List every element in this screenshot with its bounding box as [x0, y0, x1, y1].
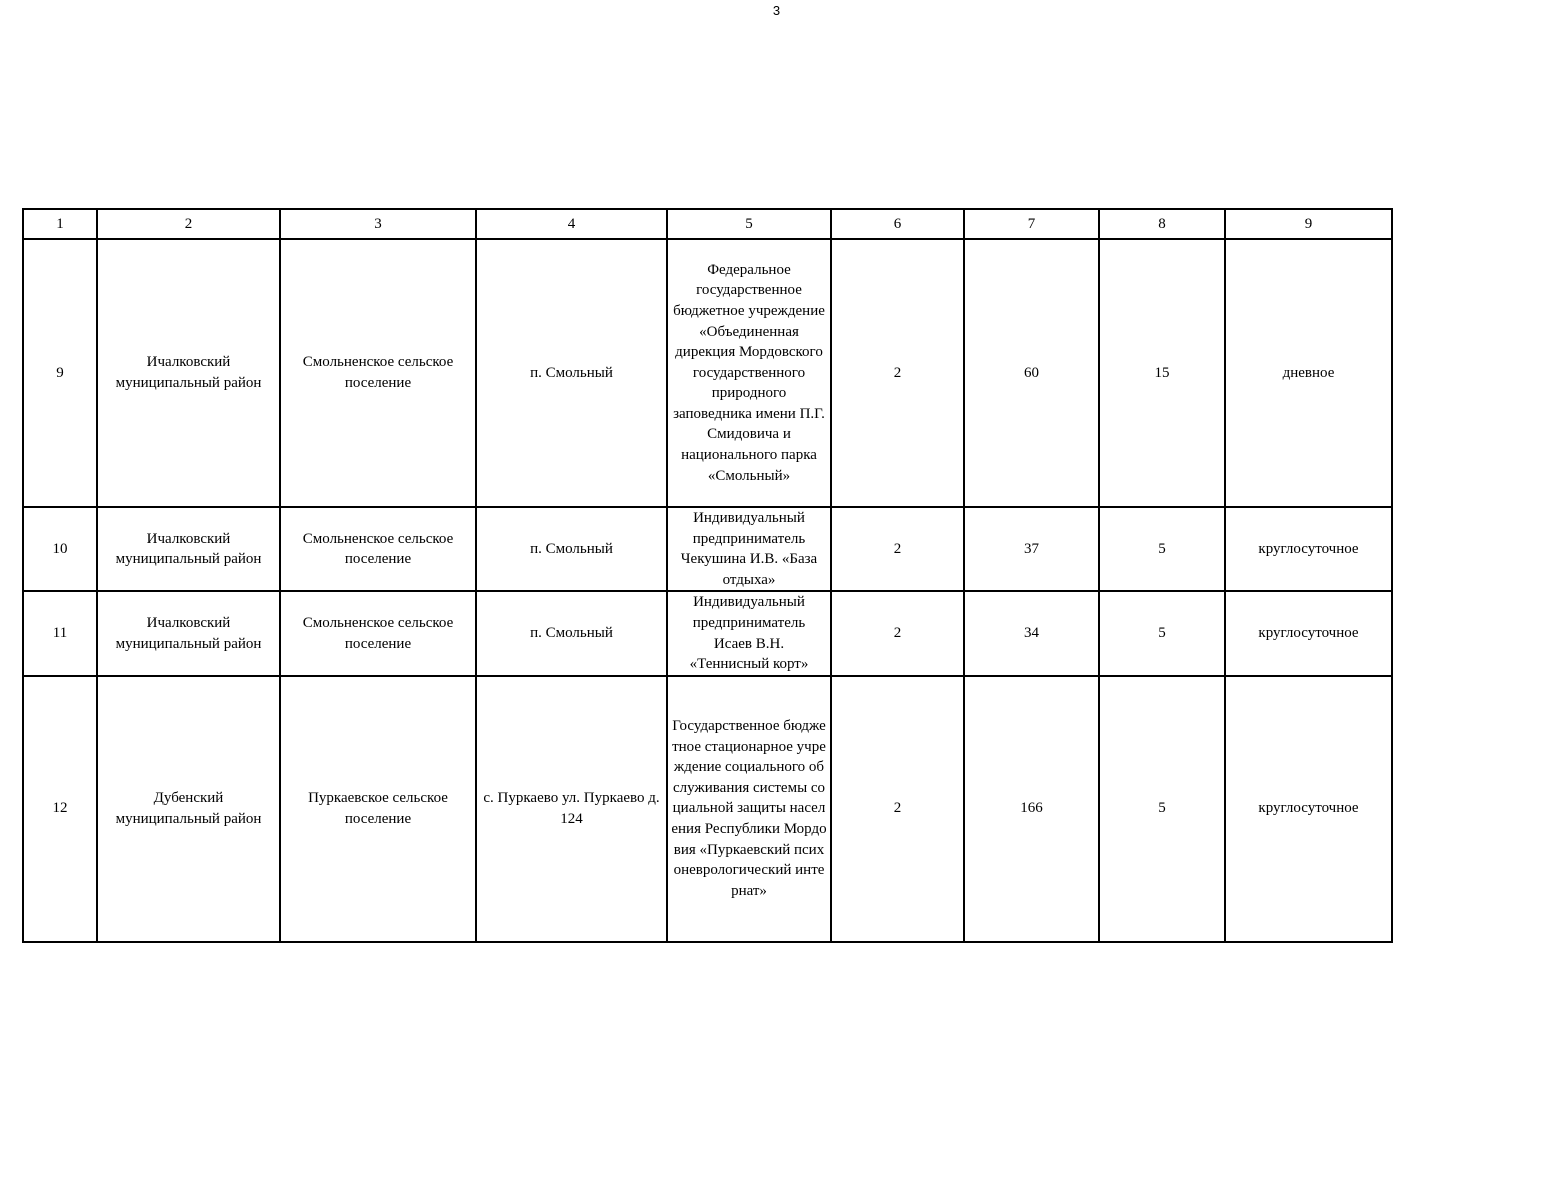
organization-text: Государственное бюджетное стационарное учреждение социального обслуживания системы социальной защиты населения Республики Мордовия «Пуркаевский психоневрологический интернат» [671, 718, 827, 899]
organization-text: Федеральное государственное бюджетное учреждение «Объединенная дирекция Мордовского государственного природного заповедника имени П.Г. Смидовича и национального парка «Смольный» [673, 261, 825, 484]
row-number-cell: 9 [23, 239, 97, 507]
organization-cell [667, 591, 831, 675]
col8-cell: 5 [1099, 676, 1225, 942]
settlement-text: Смольненское сельское поселение [302, 614, 454, 652]
col6-cell: 2 [831, 507, 964, 591]
organization-text: Индивидуальный предприниматель Исаев В.Н. «Теннисный корт» [689, 594, 809, 673]
organization-cell [667, 239, 831, 507]
table-row [23, 507, 1392, 591]
column-header: 6 [831, 209, 964, 239]
column-header: 8 [1099, 209, 1225, 239]
col6-cell: 2 [831, 239, 964, 507]
table-row [23, 676, 1392, 942]
column-header: 7 [964, 209, 1099, 239]
mode-cell: круглосуточное [1225, 591, 1392, 675]
locality-cell [476, 239, 667, 507]
page-number: 3 [772, 3, 781, 18]
settlement-text: Смольненское сельское поселение [302, 354, 454, 391]
col7-cell: 34 [964, 591, 1099, 675]
col8-cell: 15 [1099, 239, 1225, 507]
column-header: 2 [97, 209, 280, 239]
row-number-cell: 12 [23, 676, 97, 942]
locality-text: п. Смольный [530, 364, 613, 381]
table-row [23, 239, 1392, 507]
col8-cell: 5 [1099, 507, 1225, 591]
col6-cell: 2 [831, 676, 964, 942]
column-header: 9 [1225, 209, 1392, 239]
col7-cell: 166 [964, 676, 1099, 942]
organization-cell [667, 507, 831, 591]
district-text: Ичалковский муниципальный район [115, 614, 262, 652]
settlement-cell [280, 239, 476, 507]
data-table [22, 208, 1393, 943]
district-cell [97, 507, 280, 591]
locality-cell [476, 507, 667, 591]
mode-cell: круглосуточное [1225, 507, 1392, 591]
column-header: 1 [23, 209, 97, 239]
column-header: 3 [280, 209, 476, 239]
district-text: Ичалковский муниципальный район [115, 354, 262, 391]
locality-cell [476, 676, 667, 942]
district-cell [97, 676, 280, 942]
row-number-cell: 10 [23, 507, 97, 591]
col7-cell: 37 [964, 507, 1099, 591]
locality-cell [476, 591, 667, 675]
mode-cell: круглосуточное [1225, 676, 1392, 942]
organization-cell [667, 676, 831, 942]
locality-text: п. Смольный [530, 540, 613, 557]
district-cell [97, 239, 280, 507]
column-header: 4 [476, 209, 667, 239]
settlement-cell [280, 676, 476, 942]
column-header: 5 [667, 209, 831, 239]
district-text: Ичалковский муниципальный район [115, 530, 262, 568]
settlement-cell [280, 591, 476, 675]
organization-text: Индивидуальный предприниматель Чекушина И.В. «База отдыха» [680, 510, 818, 588]
col8-cell: 5 [1099, 591, 1225, 675]
locality-text: с. Пуркаево ул. Пуркаево д. 124 [483, 790, 660, 827]
settlement-cell [280, 507, 476, 591]
settlement-text: Смольненское сельское поселение [302, 530, 454, 568]
col7-cell: 60 [964, 239, 1099, 507]
row-number-cell: 11 [23, 591, 97, 675]
col6-cell: 2 [831, 591, 964, 675]
locality-text: п. Смольный [530, 625, 613, 642]
mode-cell: дневное [1225, 239, 1392, 507]
table-header-row [23, 209, 1392, 239]
table-row [23, 591, 1392, 675]
district-text: Дубенский муниципальный район [115, 790, 262, 827]
settlement-text: Пуркаевское сельское поселение [308, 790, 448, 827]
district-cell [97, 591, 280, 675]
